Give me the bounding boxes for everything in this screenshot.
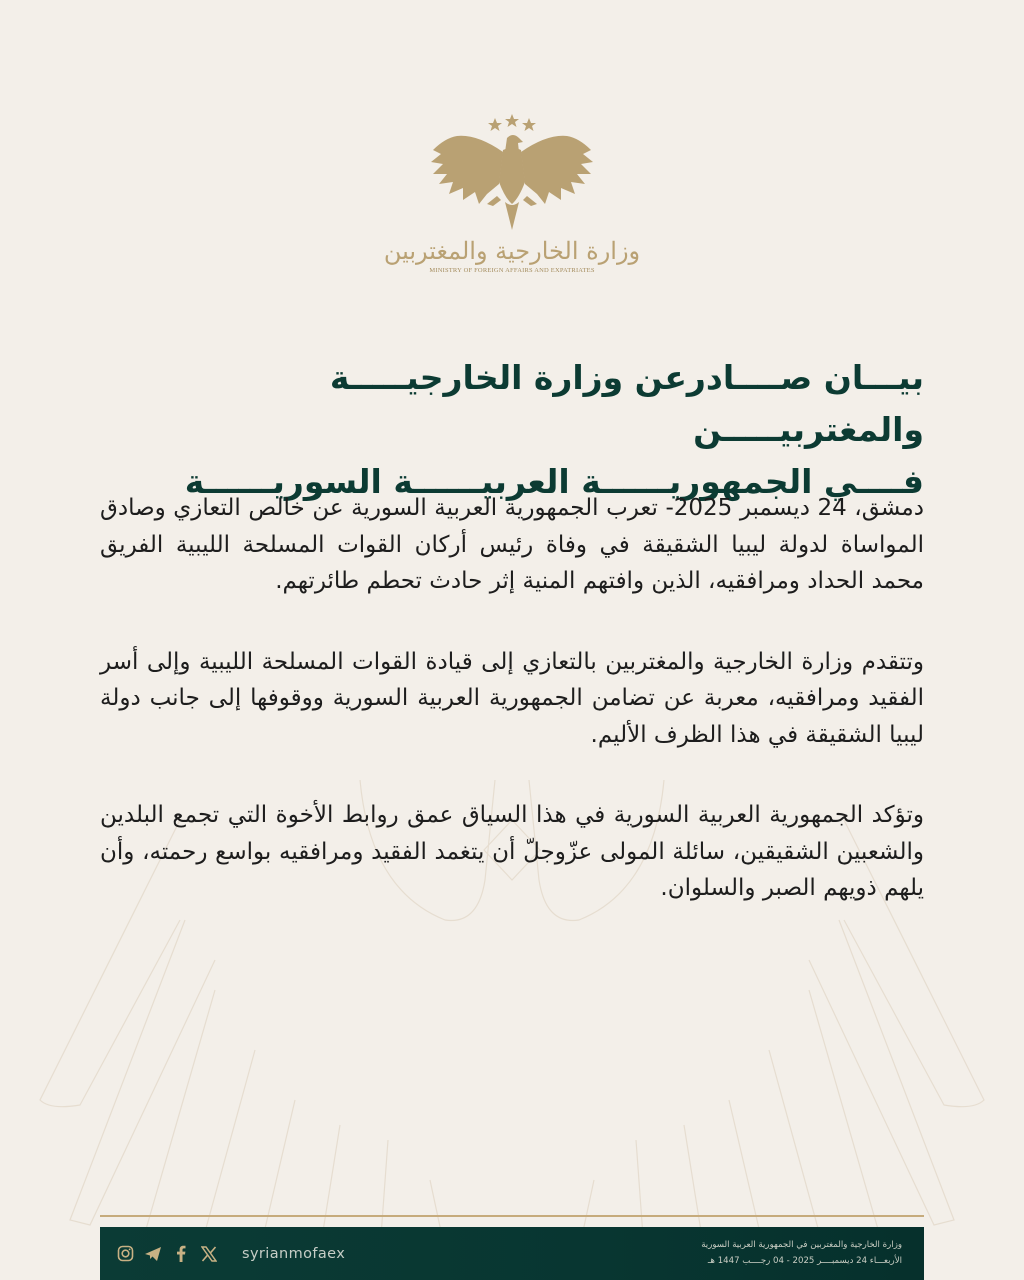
paragraph-2: وتتقدم وزارة الخارجية والمغتربين بالتعازي إلى قيادة القوات المسلحة الليبية وإلى أسر الفقيد ومرافقيه، معربة عن تضامن الجمهورية العربية السورية ووقوفها إلى جانب دولة ليبيا الشقيقة في هذا الظرف الأليم. <box>100 648 924 748</box>
footer-bar <box>100 1227 924 1280</box>
footer-ministry-name: وزارة الخارجية والمغتربين في الجمهورية العربية السورية <box>701 1240 902 1250</box>
footer-divider <box>100 1215 924 1217</box>
star-icon <box>522 118 536 131</box>
statement-title <box>100 352 924 508</box>
instagram-icon[interactable] <box>116 1245 134 1263</box>
statement-body <box>100 490 924 951</box>
ministry-name-english: MINISTRY OF FOREIGN AFFAIRS AND EXPATRIATES <box>429 267 595 274</box>
telegram-icon[interactable] <box>144 1245 162 1263</box>
paragraph-3: وتؤكد الجمهورية العربية السورية في هذا السياق عمق روابط الأخوة التي تجمع البلدين والشعبين الشقيقين، سائلة المولى عزّوجلّ أن يتغمد الفقيد ومرافقيه بواسع رحمته، وأن يلهم ذويهم الصبر والسلوان. <box>100 802 924 901</box>
footer-ministry-info <box>701 1237 902 1269</box>
star-icon <box>488 118 502 131</box>
facebook-icon[interactable] <box>172 1245 190 1263</box>
footer-date: الأربعـــاء 24 ديسمبــــر 2025 - 04 رجــــب 1447 هـ <box>707 1256 902 1266</box>
title-line-1: بيـــان صــــادرعن وزارة الخارجيـــــة والمغتربيـــــن <box>329 358 924 449</box>
star-icon <box>505 114 519 127</box>
paragraph-1: دمشق، 24 ديسمبر 2025- تعرب الجمهورية العربية السورية عن خالص التعازي وصادق المواساة لدولة ليبيا الشقيقة في وفاة رئيس أركان القوات المسلحة الليبية الفريق محمد الحداد ومرافقيه، الذين وافتهم المنية إثر حادث تحطم طائرتهم. <box>100 495 924 594</box>
social-handle[interactable]: syrianmofaex <box>242 1245 346 1262</box>
social-links <box>116 1227 345 1280</box>
ministry-name-arabic: وزارة الخارجية والمغتربين <box>383 237 641 265</box>
x-icon[interactable] <box>200 1245 218 1263</box>
title-line-2: فــــي الجمهوريــــــة العربيــــــة السوريــــــة <box>184 462 924 501</box>
eagle-emblem-icon <box>427 112 597 232</box>
ministry-logo <box>0 112 1024 274</box>
